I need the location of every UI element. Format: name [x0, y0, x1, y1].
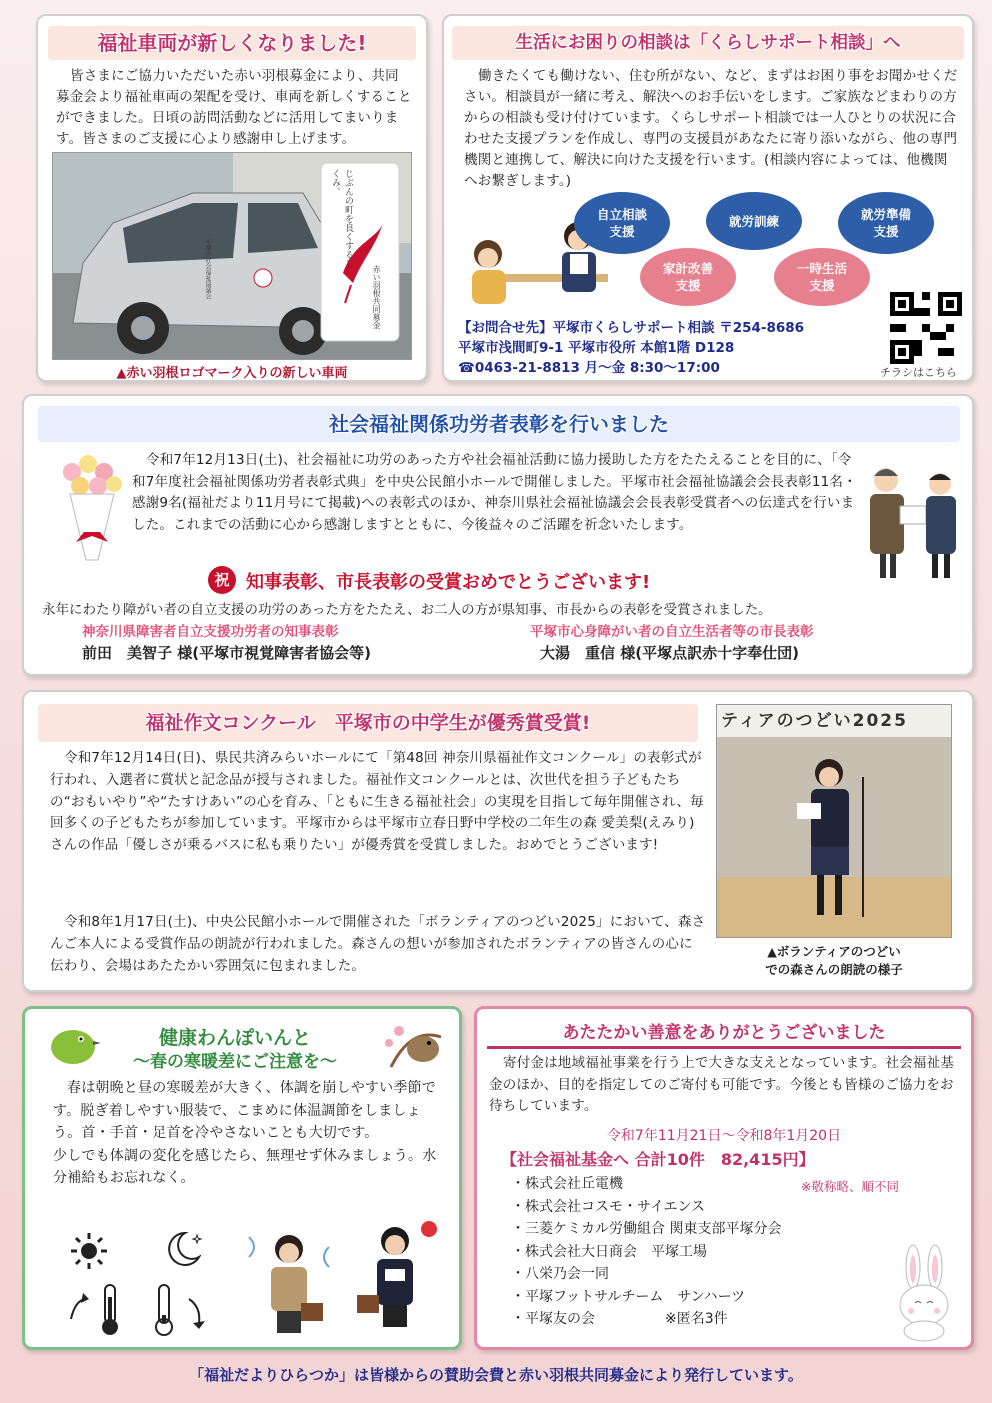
celebrate-mark: 祝: [208, 566, 236, 594]
vehicle-emblem-bottom: 赤い羽根共同募金: [372, 265, 381, 329]
vehicle-caption: ▲赤い羽根ロゴマーク入りの新しい車両: [116, 366, 348, 381]
bouquet-icon: [52, 450, 132, 570]
donor-item: ・三菱ケミカル労働組合 関東支部平塚分会: [511, 1221, 782, 1237]
donor-list: [511, 1173, 911, 1331]
award-title: 社会福祉関係功労者表彰を行いました: [38, 406, 960, 442]
essay-caption-2: での森さんの朗読の様子: [765, 962, 903, 977]
kurashi-contact-3: ☎0463-21-8813 月〜金 8:30〜17:00: [458, 360, 720, 376]
footer-text: 「福祉だよりひらつか」は皆様からの賛助会費と赤い羽根共同募金により発行しています。: [189, 1366, 803, 1384]
shivering-woman-icon: [239, 1227, 339, 1347]
vehicle-title: 福祉車両が新しくなりました!: [48, 26, 416, 60]
thermometer-down-icon: [149, 1279, 219, 1339]
vehicle-door-label: 平塚市社会福祉協議会: [204, 239, 211, 299]
essay-para-1: 令和7年12月14日(日)、県民共済みらいホールにて「第48回 神奈川県福祉作文コンクール」の表彰式が行われ、入選者に賞状と記念品が授与されました。福祉作文コンクールとは、次世代を担う子どもたちの“おもいやり”や“たすけあい”の心を育み、「ともに生きる福祉社会」の実現を目指して毎年開催され、毎回多くの子どもたちが参加しています。平塚市からは平塚市立春日野中学校の二年生の森 愛美梨(えみり)さんの作品「優しさが乗るバスに私も乗りたい」が優秀賞を受賞しました。おめでとうございます!: [50, 750, 704, 854]
ceremony-people-icon: [858, 462, 962, 582]
mayor-award-name: 大湯 重信 様(平塚点訳赤十字奉仕団): [540, 644, 799, 662]
donation-panel: [474, 1006, 974, 1350]
kurashi-contact-2: 平塚市浅間町9-1 平塚市役所 本館1階 D128: [458, 340, 735, 356]
governor-award-label: 神奈川県障害者自立支援功労者の知事表彰: [82, 624, 339, 640]
kurashi-panel: [442, 14, 974, 382]
vehicle-emblem-text: じぶんの町を良くするしくみ。: [330, 169, 353, 268]
rabbit-icon: [889, 1243, 959, 1343]
mayor-award-label: 平塚市心身障がい者の自立生活者等の市長表彰: [530, 624, 814, 640]
health-title-2: 〜春の寒暖差にご注意を〜: [133, 1052, 337, 1072]
kurashi-contact-1: 【お問合せ先】平塚市くらしサポート相談 〒254-8686: [458, 320, 805, 336]
vehicle-body: 皆さまにご協力いただいた赤い羽根募金により、共同募金会より福祉車両の架配を受け、車両を新しくすることができました。日頃の訪問活動などに活用してまいります。皆さまのご支援に心より感謝申し上げます。: [56, 68, 412, 147]
essay-banner: ティアのつどい2025: [717, 705, 952, 737]
vehicle-photo: [52, 152, 412, 360]
hot-woman-icon: [345, 1215, 445, 1335]
bubble-kakei: 家計改善 支援: [640, 248, 736, 306]
donation-note: ※敬称略、順不同: [801, 1179, 899, 1194]
bird-icon: [43, 1019, 103, 1069]
celebrate-body: 永年にわたり障がい者の自立支援の功労のあった方をたたえ、お二人の方が県知事、市長からの表彰を受賞されました。: [42, 602, 772, 618]
health-panel: [22, 1006, 462, 1350]
donor-item: ・株式会社丘電機: [511, 1176, 623, 1192]
essay-para-2: 令和8年1月17日(土)、中央公民館小ホールで開催された「ボランティアのつどい2025」において、森さんご本人による受賞作品の朗読が行われました。森さんの想いが参加されたボランティアの皆さんの心に伝わり、会場はあたたかい雰囲気に包まれました。: [50, 914, 706, 974]
governor-award-name: 前田 美智子 様(平塚市視覚障害者協会等): [82, 644, 371, 662]
award-body: 令和7年12月13日(土)、社会福祉に功労のあった方や社会福祉活動に協力援助した方をたたえることを目的に、「令和7年度社会福祉関係功労者表彰式典」を中央公民館小ホールで開催しました。平塚市社会福祉協議会会長表彰11名・感謝9名(福祉だより11月号にて掲載)への表彰式のほか、神奈川県社会福祉協議会会長表彰受賞者への伝達式を行いました。これまでの活動に心から感謝しますとともに、今後益々のご活躍を祈念いたします。: [132, 452, 857, 533]
thermometer-up-icon: [65, 1279, 135, 1339]
sun-icon: [69, 1231, 109, 1271]
vehicle-image: [53, 153, 412, 360]
essay-caption-1: ▲ボランティアのつどい: [767, 944, 901, 959]
reading-student-image: [717, 737, 952, 938]
donation-title: あたたかい善意をありがとうございました: [487, 1019, 961, 1049]
donation-period: 令和7年11月21日〜令和8年1月20日: [606, 1128, 842, 1144]
donation-summary: 【社会福祉基金へ 合計10件 82,415円】: [501, 1150, 815, 1169]
essay-panel: [22, 690, 974, 992]
health-body: 春は朝晩と昼の寒暖差が大きく、体調を崩しやすい季節です。脱ぎ着しやすい服装で、こまめに体温調節をしましょう。首・手首・足首を冷やさないことも大切です。 少しでも体調の変化を感じたら、無理せず休みましょう。水分補給もお忘れなく。: [53, 1080, 437, 1186]
essay-title: 福祉作文コンクール 平塚市の中学生が優秀賞受賞!: [38, 704, 698, 742]
bubble-jiritsu: 自立相談 支援: [574, 192, 670, 254]
celebrate-title: 知事表彰、市長表彰の受賞おめでとうございます!: [246, 572, 651, 593]
qr-code-icon[interactable]: [890, 292, 962, 364]
donor-item: ・八栄乃会一同: [511, 1266, 609, 1282]
donor-item: ・平塚友の会 ※匿名3件: [511, 1311, 728, 1327]
donor-item: ・株式会社大日商会 平塚工場: [511, 1243, 707, 1260]
bubble-ichiji: 一時生活 支援: [774, 248, 870, 306]
kurashi-title: 生活にお困りの相談は「くらしサポート相談」へ: [452, 26, 964, 60]
award-panel: [22, 394, 974, 676]
vehicle-panel: [36, 14, 428, 382]
qr-caption: チラシはこちら: [880, 366, 957, 379]
donation-body: 寄付金は地域福祉事業を行う上で大きな支えとなっています。社会福祉基金のほか、目的を指定してのご寄付も可能です。今後とも皆様のご協力をお待ちしています。: [489, 1055, 955, 1114]
sparrow-icon: [381, 1017, 451, 1077]
kurashi-body: 働きたくても働けない、住む所がない、など、まずはお困り事をお聞かせください。相談員が一緒に考え、解決へのお手伝いをします。ご家族などまわりの方からの相談も受け付けています。くらしサポート相談では一人ひとりの状況に合わせた支援プランを作成し、専門の支援員があなたに寄り添いながら、他の専門機関と連携して、解決に向けた支援を行います。(相談内容によっては、他機関へお繋ぎします。): [464, 68, 958, 189]
bubble-shuro-junbi: 就労準備 支援: [838, 192, 934, 254]
donor-item: ・平塚フットサルチーム サンハーツ: [511, 1288, 746, 1305]
essay-photo: [716, 704, 952, 938]
donor-item: ・株式会社コスモ・サイエンス: [511, 1198, 706, 1215]
health-title-1: 健康わんぽいんと: [158, 1027, 311, 1049]
moon-icon: [161, 1227, 205, 1271]
bubble-shuro-kunren: 就労訓練: [706, 192, 802, 250]
